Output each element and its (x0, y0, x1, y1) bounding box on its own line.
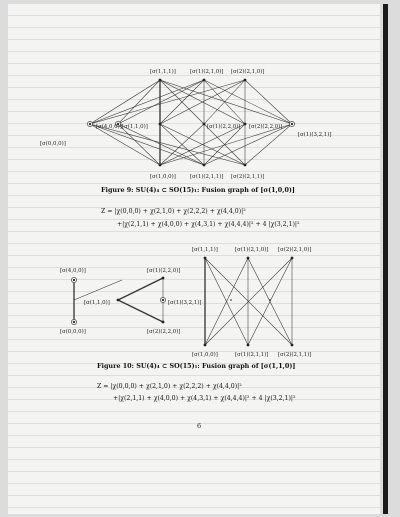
fig10-node-111 (204, 257, 207, 260)
fig9-label-bot-3: [σ(2)(2,1,1)] (231, 174, 265, 180)
fig10-left-label-5: [σ(0,0,0)] (60, 329, 86, 335)
node-sigma-210-1 (203, 79, 206, 82)
fig10-node-110 (117, 299, 120, 302)
fig10-left-label-2: [σ(1)(2,2,0)] (147, 268, 181, 274)
fig9-label-top-1: [σ(1,1,1)] (150, 69, 176, 75)
fig9-label-mid-4: [σ(2)(2,2,0)] (249, 124, 283, 130)
fig10-node-100 (204, 344, 207, 347)
figure-9-equation-line-2: +|χ(2,1,1) + χ(4,0,0) + χ(4,3,1) + χ(4,4,4)|² + 4 |χ(3,2,1)|² (117, 221, 300, 228)
figure-10-right-graph (192, 246, 311, 358)
fig9-label-top-2: [σ(1)(2,1,0)] (190, 69, 224, 75)
fig9-label-mid-2: [σ(1,1,0)] (122, 124, 148, 130)
node-sigma-110 (159, 123, 162, 126)
fig10-left-label-3: [σ(1,1,0)] (84, 300, 110, 306)
fig9-label-top-3: [σ(2)(2,1,0)] (231, 69, 265, 75)
fig10-node-220-1 (162, 277, 165, 280)
fig9-label-mid-1: [σ(4,0,0)] (96, 124, 122, 130)
node-sigma-220-2 (244, 123, 247, 126)
figure-10-equation-line-2: +|χ(2,1,1) + χ(4,0,0) + χ(4,3,1) + χ(4,4,4)|² + 4 |χ(3,2,1)|² (113, 395, 296, 402)
node-sigma-211-1 (203, 164, 206, 167)
fig10-node-210-2 (291, 257, 294, 260)
fig10-right-label-5: [σ(1)(2,1,1)] (235, 352, 269, 358)
fig10-node-211-1 (247, 344, 250, 347)
node-sigma-000 (159, 164, 162, 167)
node-sigma-211-2 (244, 164, 247, 167)
node-sigma-220-1 (203, 123, 206, 126)
figure-9-caption: Figure 9: SU(4)₄ ⊂ SO(15)₁: Fusion graph of [σ(1,0,0)] (101, 186, 295, 194)
fig9-label-bot-1: [σ(1,0,0)] (150, 174, 176, 180)
figure-9-equation-line-1: Z = |χ(0,0,0) + χ(2,1,0) + χ(2,2,2) + χ(4,4,0)|² (101, 208, 246, 215)
fig10-node-211-2 (291, 344, 294, 347)
figure-10-equation-line-1: Z = |χ(0,0,0) + χ(2,1,0) + χ(2,2,2) + χ(4,4,0)|² (97, 383, 242, 390)
fig10-left-label-4: [σ(1)(3,2,1)] (168, 300, 202, 306)
fig9-label-left: [σ(0,0,0)] (40, 141, 66, 147)
fig10-right-label-6: [σ(2)(2,1,1)] (278, 352, 312, 358)
figure-10-caption: Figure 10: SU(4)₄ ⊂ SO(15)₁: Fusion graph of [σ(1,1,0)] (97, 362, 296, 370)
figure-9-graph (40, 68, 331, 180)
fig10-right-label-4: [σ(1,0,0)] (192, 352, 218, 358)
node-sigma-111 (159, 79, 162, 82)
fig10-right-label-2: [σ(1)(2,1,0)] (235, 247, 269, 253)
fig10-right-label-1: [σ(1,1,1)] (192, 247, 218, 253)
fig10-left-label-6: [σ(2)(2,2,0)] (147, 329, 181, 335)
fig9-label-bot-2: [σ(1)(2,1,1)] (190, 174, 224, 180)
node-sigma-210-2 (244, 79, 247, 82)
page-number: 6 (197, 422, 202, 430)
fig10-node-210-1 (247, 257, 250, 260)
fig10-left-label-1: [σ(4,0,0)] (60, 268, 86, 274)
figure-10-left-graph (60, 267, 201, 335)
fig10-right-label-3: [σ(2)(2,1,0)] (278, 247, 312, 253)
fig9-label-mid-3: [σ(1)(2,2,0)] (207, 124, 241, 130)
fig9-label-right: [σ(1)(3,2,1)] (298, 132, 332, 138)
fig10-node-220-2 (162, 321, 165, 324)
